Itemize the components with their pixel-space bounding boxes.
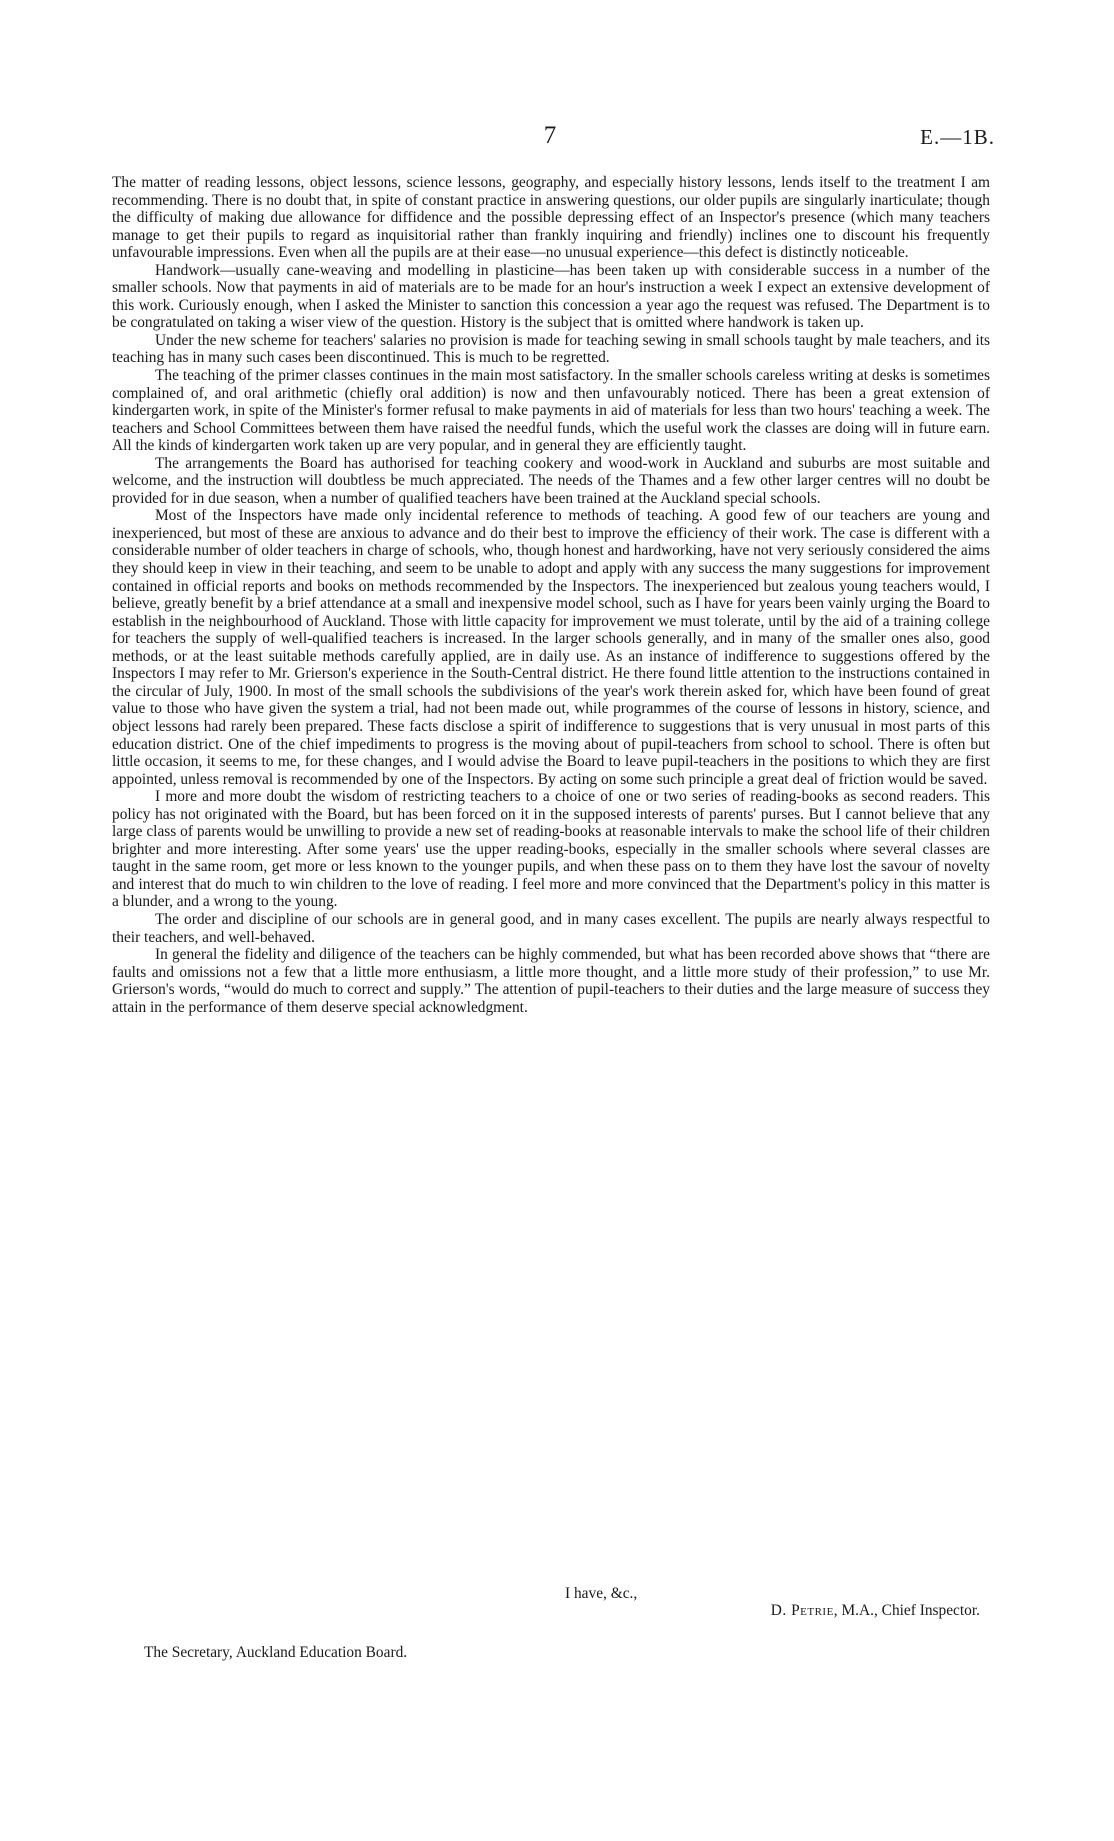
paragraph-reading-books: I more and more doubt the wisdom of restricting teachers to a choice of one or two series of reading-books as second readers. This policy has not originated with the Board, but has been forced on it in the supposed interests of parents' purses. But I cannot believe that any large class of parents would be unwilling to provide a new set of reading-books at reasonable intervals to make the school life of their children brighter and more interesting. After some years' use the upper reading-books, especially in the smaller schools where several classes are taught in the same room, get more or less known to the younger pupils, and when these pass on to them they have lost the savour of novelty and interest that do much to win children to the love of reading. I feel more and more convinced that the Department's policy in this matter is a blunder, and a wrong to the young. (112, 788, 990, 911)
paragraph-cookery-woodwork: The arrangements the Board has authorised for teaching cookery and wood-work in Auckland and suburbs are most suitable and welcome, and the instruction will doubtless be much appreciated. The needs of the Thames and a few other larger centres will no doubt be provided for in due season, when a number of qualified teachers have been trained at the Auckland special schools. (112, 454, 990, 507)
paragraph-sewing: Under the new scheme for teachers' salaries no provision is made for teaching sewing in small schools taught by male teachers, and its teaching has in many such cases been discontinued. This is much to be regretted. (112, 331, 990, 367)
paragraph-primer-classes: The teaching of the primer classes continues in the main most satisfactory. In the smaller schools careless writing at desks is sometimes complained of, and oral arithmetic (chiefly oral addition) is now and then unfavourably noticed. There has been a great extension of kindergarten work, in spite of the Minister's former refusal to make payments in aid of materials for less than two hours' teaching a week. The teachers and School Committees between them have raised the needful funds, which the useful work the classes are doing will in future earn. All the kinds of kindergarten work taken up are very popular, and in general they are efficiently taught. (112, 367, 990, 455)
paragraph-reading-lessons: The matter of reading lessons, object lessons, science lessons, geography, and especially history lessons, lends itself to the treatment I am recommending. There is no doubt that, in spite of constant practice in answering questions, our older pupils are singularly inarticulate; though the difficulty of making due allowance for diffidence and the possible depressing effect of an Inspector's presence (which many teachers manage to get their pupils to regard as inquisitorial rather than frankly inquiring and friendly) inclines one to discount his frequently unfavourable impressions. Even when all the pupils are at their ease—no unusual experience—this defect is distinctly noticeable. (112, 174, 990, 262)
report-body (112, 174, 990, 1016)
signatory-title: , M.A., Chief Inspector. (833, 1602, 980, 1619)
page-number: 7 (543, 122, 557, 149)
addressee: The Secretary, Auckland Education Board. (144, 1644, 408, 1661)
signature-line (0, 1602, 980, 1620)
valediction: I have, &c., (565, 1585, 638, 1602)
paragraph-order-discipline: The order and discipline of our schools are in general good, and in many cases excellent. The pupils are nearly always respectful to their teachers, and well-behaved. (112, 910, 990, 946)
paragraph-handwork: Handwork—usually cane-weaving and modelling in plasticine—has been taken up with considerable success in a number of the smaller schools. Now that payments in aid of materials are to be made for an hour's instruction a week I expect an extensive development of this work. Curiously enough, when I asked the Minister to sanction this concession a year ago the request was refused. The Department is to be congratulated on taking a wiser view of the question. History is the subject that is omitted where handwork is taken up. (112, 261, 990, 332)
document-reference: E.—1B. (920, 125, 995, 149)
signatory-name: D. Petrie (770, 1602, 834, 1619)
paragraph-methods-of-teaching: Most of the Inspectors have made only incidental reference to methods of teaching. A good few of our teachers are young and inexperienced, but most of these are anxious to advance and do their best to improve the efficiency of their work. The case is different with a considerable number of older teachers in charge of schools, who, though honest and hardworking, have not very seriously considered the aims they should keep in view in their teaching, and seem to be unable to adopt and apply with any success the many suggestions for improvement contained in official reports and books on methods recommended by the Inspectors. The inexperienced but zealous young teachers would, I believe, greatly benefit by a brief attendance at a small and inexpensive model school, such as I have for years been vainly urging the Board to establish in the neighbourhood of Auckland. Those with little capacity for improvement we must tolerate, until by the aid of a training college for teachers the supply of well-qualified teachers is increased. In the larger schools generally, and in many of the smaller ones also, good methods, or at the least suitable methods carefully applied, are in daily use. As an instance of indifference to suggestions offered by the Inspectors I may refer to Mr. Grierson's experience in the South-Central district. He there found little attention to the instructions contained in the circular of July, 1900. In most of the small schools the subdivisions of the year's work therein asked for, which have been found of great value to those who have given the system a trial, had not been made out, while programmes of the course of lessons in history, science, and object lessons had rarely been prepared. These facts disclose a spirit of indifference to suggestions that is very unusual in most parts of this education district. One of the chief impediments to progress is the moving about of pupil-teachers from school to school. There is often but little occasion, it seems to me, for these changes, and I would advise the Board to leave pupil-teachers in the positions to which they are first appointed, unless removal is recommended by one of the Inspectors. By acting on some such principle a great deal of friction would be saved. (112, 507, 990, 788)
paragraph-fidelity-diligence: In general the fidelity and diligence of the teachers can be highly commended, but what has been recorded above shows that “there are faults and omissions not a few that a little more enthusiasm, a little more thought, and a little more study of their profession,” to use Mr. Grierson's words, “would do much to correct and supply.” The attention of pupil-teachers to their duties and the large measure of success they attain in the performance of them deserve special acknowledgment. (112, 946, 990, 1016)
